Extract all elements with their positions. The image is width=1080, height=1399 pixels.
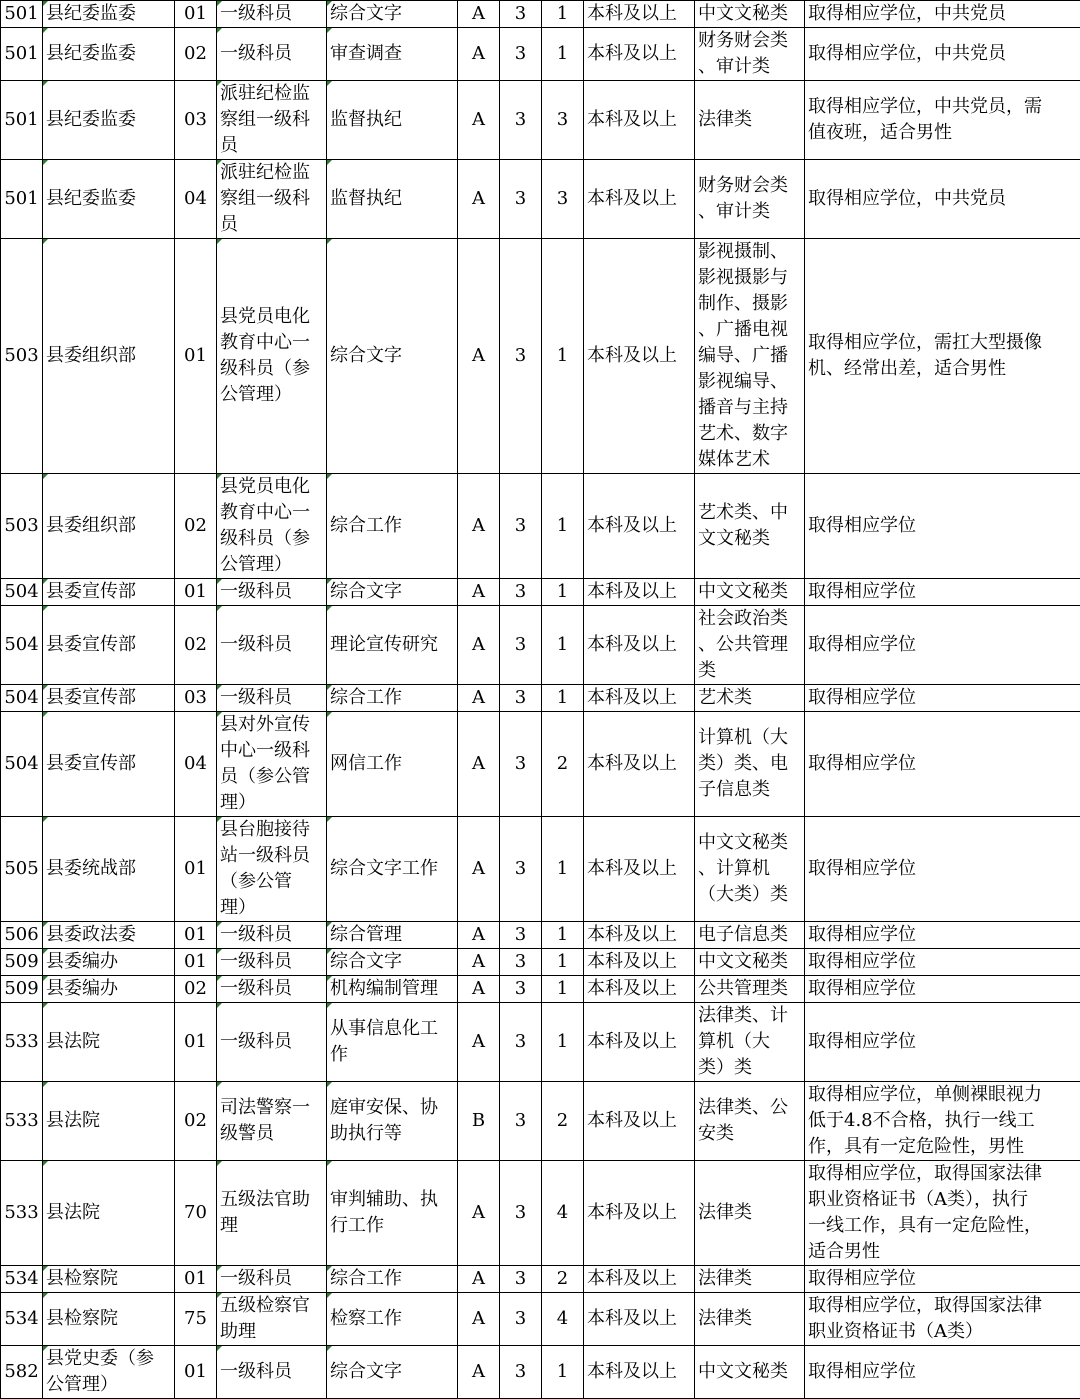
major-cell: 公共管理类	[695, 976, 805, 1003]
hire-count-cell: 1	[542, 685, 584, 712]
hire-count-cell: 1	[542, 239, 584, 474]
major-cell: 中文文秘类 、计算机 （大类）类	[695, 817, 805, 922]
category-cell: A	[458, 1161, 500, 1266]
table-row	[1, 1346, 1080, 1399]
position-code-cell: 01	[175, 1003, 217, 1082]
requirements-cell: 取得相应学位	[805, 474, 1080, 579]
unit-name-cell: 县委组织部	[43, 474, 175, 579]
requirements-cell: 取得相应学位，中共党员	[805, 28, 1080, 81]
duty-cell: 综合文字	[327, 239, 458, 474]
duty-cell: 检察工作	[327, 1293, 458, 1346]
position-code-cell: 02	[175, 606, 217, 685]
position-code-cell: 03	[175, 81, 217, 160]
exam-cell: 3	[500, 28, 542, 81]
position-code-cell: 01	[175, 239, 217, 474]
exam-cell: 3	[500, 579, 542, 606]
position-code-cell: 04	[175, 712, 217, 817]
position-name-cell: 一级科员	[217, 1346, 327, 1399]
unit-code-cell: 533	[1, 1082, 43, 1161]
unit-code-cell: 534	[1, 1266, 43, 1293]
unit-name-cell: 县委宣传部	[43, 579, 175, 606]
requirements-cell: 取得相应学位	[805, 949, 1080, 976]
hire-count-cell: 4	[542, 1161, 584, 1266]
category-cell: A	[458, 81, 500, 160]
major-cell: 计算机（大 类）类、电 子信息类	[695, 712, 805, 817]
hire-count-cell: 1	[542, 922, 584, 949]
position-code-cell: 01	[175, 1346, 217, 1399]
exam-cell: 3	[500, 606, 542, 685]
unit-name-cell: 县委组织部	[43, 239, 175, 474]
unit-name-cell: 县委政法委	[43, 922, 175, 949]
requirements-cell: 取得相应学位	[805, 922, 1080, 949]
requirements-cell: 取得相应学位	[805, 606, 1080, 685]
hire-count-cell: 1	[542, 1003, 584, 1082]
duty-cell: 综合文字	[327, 949, 458, 976]
hire-count-cell: 3	[542, 81, 584, 160]
exam-cell: 3	[500, 239, 542, 474]
duty-cell: 综合工作	[327, 474, 458, 579]
education-cell: 本科及以上	[584, 239, 695, 474]
major-cell: 中文文秘类	[695, 1, 805, 28]
exam-cell: 3	[500, 474, 542, 579]
position-name-cell: 一级科员	[217, 28, 327, 81]
position-name-cell: 县党员电化 教育中心一 级科员（参 公管理）	[217, 474, 327, 579]
table-row	[1, 1003, 1080, 1082]
unit-name-cell: 县纪委监委	[43, 1, 175, 28]
exam-cell: 3	[500, 1346, 542, 1399]
table-row	[1, 712, 1080, 817]
hire-count-cell: 2	[542, 1266, 584, 1293]
exam-cell: 3	[500, 1, 542, 28]
hire-count-cell: 1	[542, 28, 584, 81]
unit-code-cell: 509	[1, 949, 43, 976]
unit-name-cell: 县纪委监委	[43, 81, 175, 160]
exam-cell: 3	[500, 712, 542, 817]
unit-name-cell: 县委宣传部	[43, 712, 175, 817]
hire-count-cell: 2	[542, 712, 584, 817]
requirements-cell: 取得相应学位	[805, 817, 1080, 922]
position-name-cell: 县台胞接待 站一级科员 （参公管 理）	[217, 817, 327, 922]
major-cell: 法律类	[695, 1293, 805, 1346]
unit-code-cell: 504	[1, 579, 43, 606]
position-code-cell: 02	[175, 976, 217, 1003]
education-cell: 本科及以上	[584, 685, 695, 712]
exam-cell: 3	[500, 976, 542, 1003]
category-cell: A	[458, 1003, 500, 1082]
position-code-cell: 02	[175, 1082, 217, 1161]
requirements-cell: 取得相应学位	[805, 976, 1080, 1003]
unit-code-cell: 501	[1, 160, 43, 239]
unit-name-cell: 县党史委（参 公管理）	[43, 1346, 175, 1399]
category-cell: A	[458, 922, 500, 949]
duty-cell: 综合工作	[327, 685, 458, 712]
table-row	[1, 606, 1080, 685]
table-row	[1, 1293, 1080, 1346]
exam-cell: 3	[500, 1082, 542, 1161]
category-cell: A	[458, 1266, 500, 1293]
position-code-cell: 01	[175, 1266, 217, 1293]
unit-code-cell: 504	[1, 685, 43, 712]
hire-count-cell: 1	[542, 579, 584, 606]
category-cell: A	[458, 239, 500, 474]
position-code-cell: 70	[175, 1161, 217, 1266]
duty-cell: 综合文字	[327, 1346, 458, 1399]
exam-cell: 3	[500, 685, 542, 712]
position-name-cell: 一级科员	[217, 685, 327, 712]
duty-cell: 综合文字工作	[327, 817, 458, 922]
unit-code-cell: 503	[1, 239, 43, 474]
exam-cell: 3	[500, 922, 542, 949]
category-cell: A	[458, 160, 500, 239]
position-name-cell: 派驻纪检监 察组一级科 员	[217, 160, 327, 239]
category-cell: A	[458, 949, 500, 976]
major-cell: 法律类、计 算机（大 类）类	[695, 1003, 805, 1082]
unit-code-cell: 505	[1, 817, 43, 922]
position-code-cell: 01	[175, 817, 217, 922]
duty-cell: 综合文字	[327, 1, 458, 28]
unit-name-cell: 县委统战部	[43, 817, 175, 922]
table-row	[1, 817, 1080, 922]
position-code-cell: 01	[175, 922, 217, 949]
education-cell: 本科及以上	[584, 474, 695, 579]
hire-count-cell: 1	[542, 949, 584, 976]
position-code-cell: 03	[175, 685, 217, 712]
position-name-cell: 县党员电化 教育中心一 级科员（参 公管理）	[217, 239, 327, 474]
unit-code-cell: 582	[1, 1346, 43, 1399]
duty-cell: 监督执纪	[327, 81, 458, 160]
unit-name-cell: 县法院	[43, 1082, 175, 1161]
unit-name-cell: 县委编办	[43, 949, 175, 976]
education-cell: 本科及以上	[584, 1, 695, 28]
category-cell: A	[458, 1, 500, 28]
unit-code-cell: 509	[1, 976, 43, 1003]
major-cell: 中文文秘类	[695, 1346, 805, 1399]
hire-count-cell: 1	[542, 474, 584, 579]
major-cell: 中文文秘类	[695, 579, 805, 606]
requirements-cell: 取得相应学位，需扛大型摄像 机、经常出差，适合男性	[805, 239, 1080, 474]
position-name-cell: 派驻纪检监 察组一级科 员	[217, 81, 327, 160]
unit-name-cell: 县委宣传部	[43, 606, 175, 685]
position-code-cell: 04	[175, 160, 217, 239]
hire-count-cell: 1	[542, 817, 584, 922]
major-cell: 法律类	[695, 81, 805, 160]
category-cell: A	[458, 579, 500, 606]
exam-cell: 3	[500, 817, 542, 922]
duty-cell: 监督执纪	[327, 160, 458, 239]
major-cell: 艺术类	[695, 685, 805, 712]
duty-cell: 综合文字	[327, 579, 458, 606]
category-cell: B	[458, 1082, 500, 1161]
exam-cell: 3	[500, 160, 542, 239]
position-name-cell: 一级科员	[217, 1003, 327, 1082]
duty-cell: 审查调查	[327, 28, 458, 81]
major-cell: 艺术类、中 文文秘类	[695, 474, 805, 579]
position-name-cell: 司法警察一 级警员	[217, 1082, 327, 1161]
duty-cell: 理论宣传研究	[327, 606, 458, 685]
exam-cell: 3	[500, 1293, 542, 1346]
education-cell: 本科及以上	[584, 1082, 695, 1161]
major-cell: 社会政治类 、公共管理 类	[695, 606, 805, 685]
position-name-cell: 五级检察官 助理	[217, 1293, 327, 1346]
table-row	[1, 685, 1080, 712]
duty-cell: 网信工作	[327, 712, 458, 817]
requirements-cell: 取得相应学位，单侧裸眼视力 低于4.8不合格，执行一线工 作，具有一定危险性，男性	[805, 1082, 1080, 1161]
table-row	[1, 1266, 1080, 1293]
unit-name-cell: 县委编办	[43, 976, 175, 1003]
position-code-cell: 01	[175, 949, 217, 976]
requirements-cell: 取得相应学位，取得国家法律 职业资格证书（A类），执行 一线工作，具有一定危险性， 适合男性	[805, 1161, 1080, 1266]
position-code-cell: 01	[175, 579, 217, 606]
unit-code-cell: 533	[1, 1161, 43, 1266]
table-row	[1, 976, 1080, 1003]
major-cell: 财务财会类 、审计类	[695, 28, 805, 81]
position-code-cell: 75	[175, 1293, 217, 1346]
major-cell: 财务财会类 、审计类	[695, 160, 805, 239]
requirements-cell: 取得相应学位	[805, 579, 1080, 606]
position-code-cell: 01	[175, 1, 217, 28]
table-row	[1, 160, 1080, 239]
exam-cell: 3	[500, 1161, 542, 1266]
duty-cell: 从事信息化工 作	[327, 1003, 458, 1082]
education-cell: 本科及以上	[584, 579, 695, 606]
requirements-cell: 取得相应学位	[805, 685, 1080, 712]
unit-name-cell: 县纪委监委	[43, 160, 175, 239]
education-cell: 本科及以上	[584, 1003, 695, 1082]
hire-count-cell: 1	[542, 1346, 584, 1399]
position-name-cell: 一级科员	[217, 1, 327, 28]
education-cell: 本科及以上	[584, 1161, 695, 1266]
requirements-cell: 取得相应学位	[805, 1346, 1080, 1399]
unit-code-cell: 533	[1, 1003, 43, 1082]
unit-code-cell: 501	[1, 28, 43, 81]
education-cell: 本科及以上	[584, 922, 695, 949]
duty-cell: 综合管理	[327, 922, 458, 949]
unit-code-cell: 501	[1, 81, 43, 160]
table-row	[1, 922, 1080, 949]
unit-code-cell: 506	[1, 922, 43, 949]
category-cell: A	[458, 606, 500, 685]
category-cell: A	[458, 1346, 500, 1399]
requirements-cell: 取得相应学位，取得国家法律 职业资格证书（A类）	[805, 1293, 1080, 1346]
education-cell: 本科及以上	[584, 1346, 695, 1399]
position-name-cell: 一级科员	[217, 976, 327, 1003]
position-name-cell: 一级科员	[217, 922, 327, 949]
exam-cell: 3	[500, 81, 542, 160]
position-name-cell: 一级科员	[217, 606, 327, 685]
education-cell: 本科及以上	[584, 712, 695, 817]
major-cell: 法律类、公 安类	[695, 1082, 805, 1161]
position-name-cell: 一级科员	[217, 1266, 327, 1293]
education-cell: 本科及以上	[584, 817, 695, 922]
table-row	[1, 239, 1080, 474]
requirements-cell: 取得相应学位，中共党员，需 值夜班，适合男性	[805, 81, 1080, 160]
exam-cell: 3	[500, 1266, 542, 1293]
education-cell: 本科及以上	[584, 1266, 695, 1293]
position-code-cell: 02	[175, 474, 217, 579]
hire-count-cell: 4	[542, 1293, 584, 1346]
category-cell: A	[458, 817, 500, 922]
unit-code-cell: 504	[1, 712, 43, 817]
education-cell: 本科及以上	[584, 606, 695, 685]
exam-cell: 3	[500, 949, 542, 976]
hire-count-cell: 2	[542, 1082, 584, 1161]
unit-name-cell: 县委宣传部	[43, 685, 175, 712]
unit-name-cell: 县法院	[43, 1003, 175, 1082]
education-cell: 本科及以上	[584, 28, 695, 81]
table-row	[1, 1082, 1080, 1161]
unit-name-cell: 县纪委监委	[43, 28, 175, 81]
unit-name-cell: 县法院	[43, 1161, 175, 1266]
category-cell: A	[458, 28, 500, 81]
unit-name-cell: 县检察院	[43, 1293, 175, 1346]
unit-code-cell: 503	[1, 474, 43, 579]
education-cell: 本科及以上	[584, 81, 695, 160]
duty-cell: 审判辅助、执 行工作	[327, 1161, 458, 1266]
table-row	[1, 81, 1080, 160]
position-name-cell: 一级科员	[217, 949, 327, 976]
hire-count-cell: 1	[542, 606, 584, 685]
education-cell: 本科及以上	[584, 949, 695, 976]
major-cell: 法律类	[695, 1161, 805, 1266]
table-row	[1, 1, 1080, 28]
unit-name-cell: 县检察院	[43, 1266, 175, 1293]
requirements-cell: 取得相应学位	[805, 712, 1080, 817]
unit-code-cell: 504	[1, 606, 43, 685]
duty-cell: 庭审安保、协 助执行等	[327, 1082, 458, 1161]
major-cell: 中文文秘类	[695, 949, 805, 976]
education-cell: 本科及以上	[584, 1293, 695, 1346]
category-cell: A	[458, 976, 500, 1003]
hire-count-cell: 1	[542, 976, 584, 1003]
category-cell: A	[458, 685, 500, 712]
category-cell: A	[458, 1293, 500, 1346]
position-name-cell: 五级法官助 理	[217, 1161, 327, 1266]
table-row	[1, 949, 1080, 976]
hire-count-cell: 3	[542, 160, 584, 239]
category-cell: A	[458, 474, 500, 579]
hire-count-cell: 1	[542, 1, 584, 28]
duty-cell: 综合工作	[327, 1266, 458, 1293]
table-row	[1, 1161, 1080, 1266]
requirements-cell: 取得相应学位，中共党员	[805, 1, 1080, 28]
position-name-cell: 一级科员	[217, 579, 327, 606]
unit-code-cell: 534	[1, 1293, 43, 1346]
position-name-cell: 县对外宣传 中心一级科 员（参公管 理）	[217, 712, 327, 817]
category-cell: A	[458, 712, 500, 817]
table-row	[1, 474, 1080, 579]
requirements-cell: 取得相应学位，中共党员	[805, 160, 1080, 239]
table-row	[1, 28, 1080, 81]
unit-code-cell: 501	[1, 1, 43, 28]
table-row	[1, 579, 1080, 606]
major-cell: 法律类	[695, 1266, 805, 1293]
major-cell: 影视摄制、 影视摄影与 制作、摄影 、广播电视 编导、广播 影视编导、 播音与主持 艺术、数字 媒体艺术	[695, 239, 805, 474]
education-cell: 本科及以上	[584, 160, 695, 239]
requirements-cell: 取得相应学位	[805, 1003, 1080, 1082]
exam-cell: 3	[500, 1003, 542, 1082]
duty-cell: 机构编制管理	[327, 976, 458, 1003]
major-cell: 电子信息类	[695, 922, 805, 949]
position-code-cell: 02	[175, 28, 217, 81]
requirements-cell: 取得相应学位	[805, 1266, 1080, 1293]
education-cell: 本科及以上	[584, 976, 695, 1003]
